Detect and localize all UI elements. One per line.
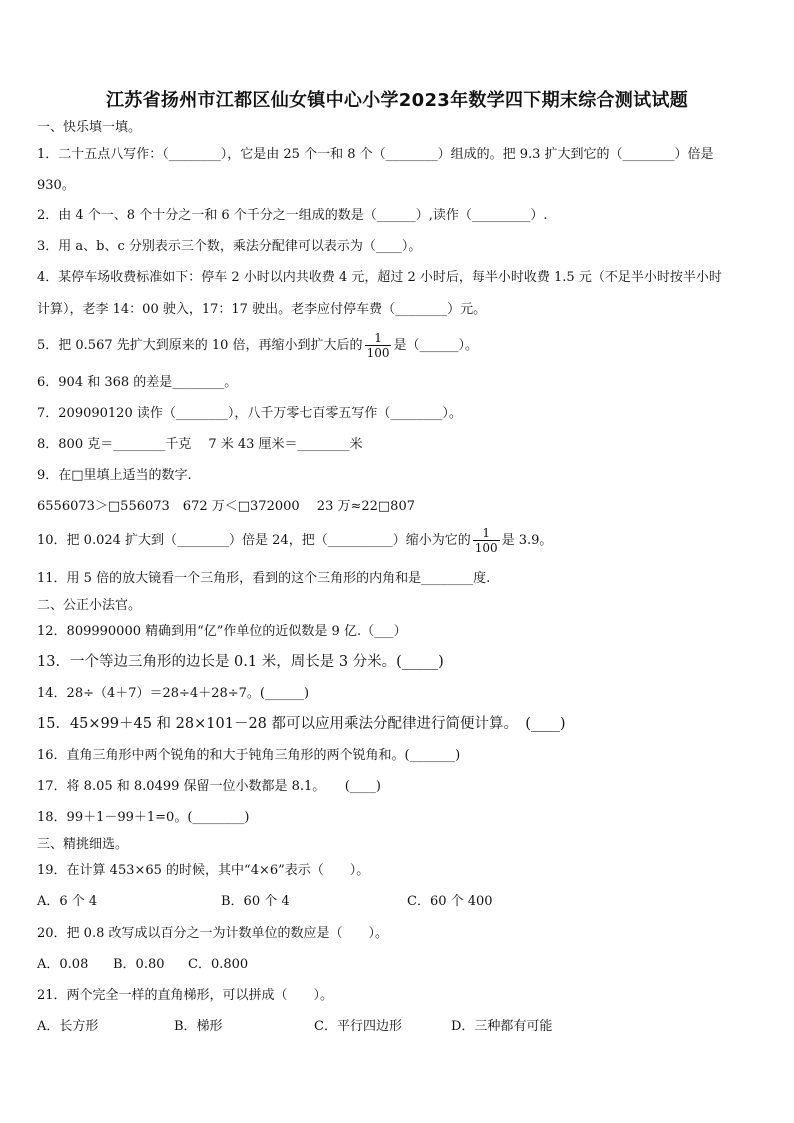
option-b: B．梯形 (174, 1019, 223, 1034)
question-10 (37, 526, 767, 556)
page-title: 江苏省扬州市江都区仙女镇中心小学2023年数学四下期末综合测试试题 (106, 90, 688, 111)
question-4-continued: 计算），老李 14：00 驶入，17：17 驶出。老李应付停车费（________）元。 (37, 302, 487, 317)
fraction-denominator: 100 (366, 346, 390, 360)
question-8: 8．800 克＝________千克 7 米 43 厘米＝________米 (37, 437, 363, 452)
question-10-text-end: 是 3.9。 (501, 533, 553, 548)
question-21: 21．两个完全一样的直角梯形，可以拼成（ ）。 (37, 988, 334, 1003)
question-6: 6．904 和 368 的差是________。 (37, 375, 238, 390)
question-14: 14．28÷（4＋7）＝28÷4＋28÷7。(______) (37, 686, 310, 701)
question-9-items: 6556073＞□556073 672 万＜□372000 23 万≈22□807 (37, 499, 415, 514)
option-c: C．平行四边形 (314, 1019, 402, 1034)
fraction-numerator: 1 (365, 331, 392, 346)
question-1-continued: 930。 (37, 178, 75, 193)
question-12: 12．809990000 精确到用“亿”作单位的近似数是 9 亿.（___） (37, 624, 407, 639)
question-4: 4．某停车场收费标准如下：停车 2 小时以内共收费 4 元，超过 2 小时后，每半小时收费 1.5 元（不足半小时按半小时 (37, 270, 722, 285)
question-5 (37, 331, 767, 361)
option-d: D．三种都有可能 (451, 1019, 553, 1034)
question-2: 2．由 4 个一、8 个十分之一和 6 个千分之一组成的数是（______）,读作（_________）. (37, 208, 548, 223)
fraction-denominator: 100 (474, 541, 498, 555)
question-15: 15．45×99＋45 和 28×101－28 都可以应用乘法分配律进行简便计算。 (____) (37, 716, 566, 732)
question-16: 16．直角三角形中两个锐角的和大于钝角三角形的两个锐角和。(_______) (37, 748, 461, 763)
option-c: C．0.800 (188, 957, 249, 972)
section-heading-multiple-choice: 三、精挑细选。 (37, 837, 129, 852)
section-heading-true-false: 二、公正小法官。 (37, 598, 142, 613)
question-13: 13．一个等边三角形的边长是 0.1 米，周长是 3 分米。(_____) (37, 654, 444, 670)
option-b: B．60 个 4 (221, 894, 290, 909)
option-a: A．0.08 (37, 957, 89, 972)
question-1: 1．二十五点八写作：（________），它是由 25 个一和 8 个（________）组成的。把 9.3 扩大到它的（________）倍是 (37, 147, 714, 162)
question-10-text: 10．把 0.024 扩大到（________）倍是 24，把（__________）缩小为它的 (37, 533, 471, 548)
question-11: 11．用 5 倍的放大镜看一个三角形，看到的这个三角形的内角和是________度. (37, 571, 491, 586)
option-a: A．6 个 4 (37, 894, 98, 909)
fraction-numerator: 1 (473, 526, 500, 541)
section-heading-fill-in: 一、快乐填一填。 (37, 120, 142, 135)
question-20: 20．把 0.8 改写成以百分之一为计数单位的数应是（ ）。 (37, 926, 388, 941)
fraction-one-hundredth (473, 526, 500, 555)
question-18: 18．99＋1－99＋1=0。(________) (37, 810, 250, 825)
question-7: 7．209090120 读作（________），八千万零七百零五写作（________）。 (37, 406, 462, 421)
option-c: C．60 个 400 (407, 894, 493, 909)
fraction-one-hundredth (365, 331, 392, 360)
question-19: 19．在计算 453×65 的时候，其中“4×6”表示（ ）。 (37, 863, 370, 878)
question-9: 9．在□里填上适当的数字. (37, 468, 192, 483)
question-17: 17．将 8.05 和 8.0499 保留一位小数都是 8.1。 (____) (37, 779, 381, 794)
option-a: A．长方形 (37, 1019, 99, 1034)
question-5-text: 5．把 0.567 先扩大到原来的 10 倍，再缩小到扩大后的 (37, 338, 363, 353)
question-5-text-end: 是（______）。 (393, 338, 478, 353)
option-b: B．0.80 (113, 957, 165, 972)
question-3: 3．用 a、b、c 分别表示三个数，乘法分配律可以表示为（____）。 (37, 239, 422, 254)
